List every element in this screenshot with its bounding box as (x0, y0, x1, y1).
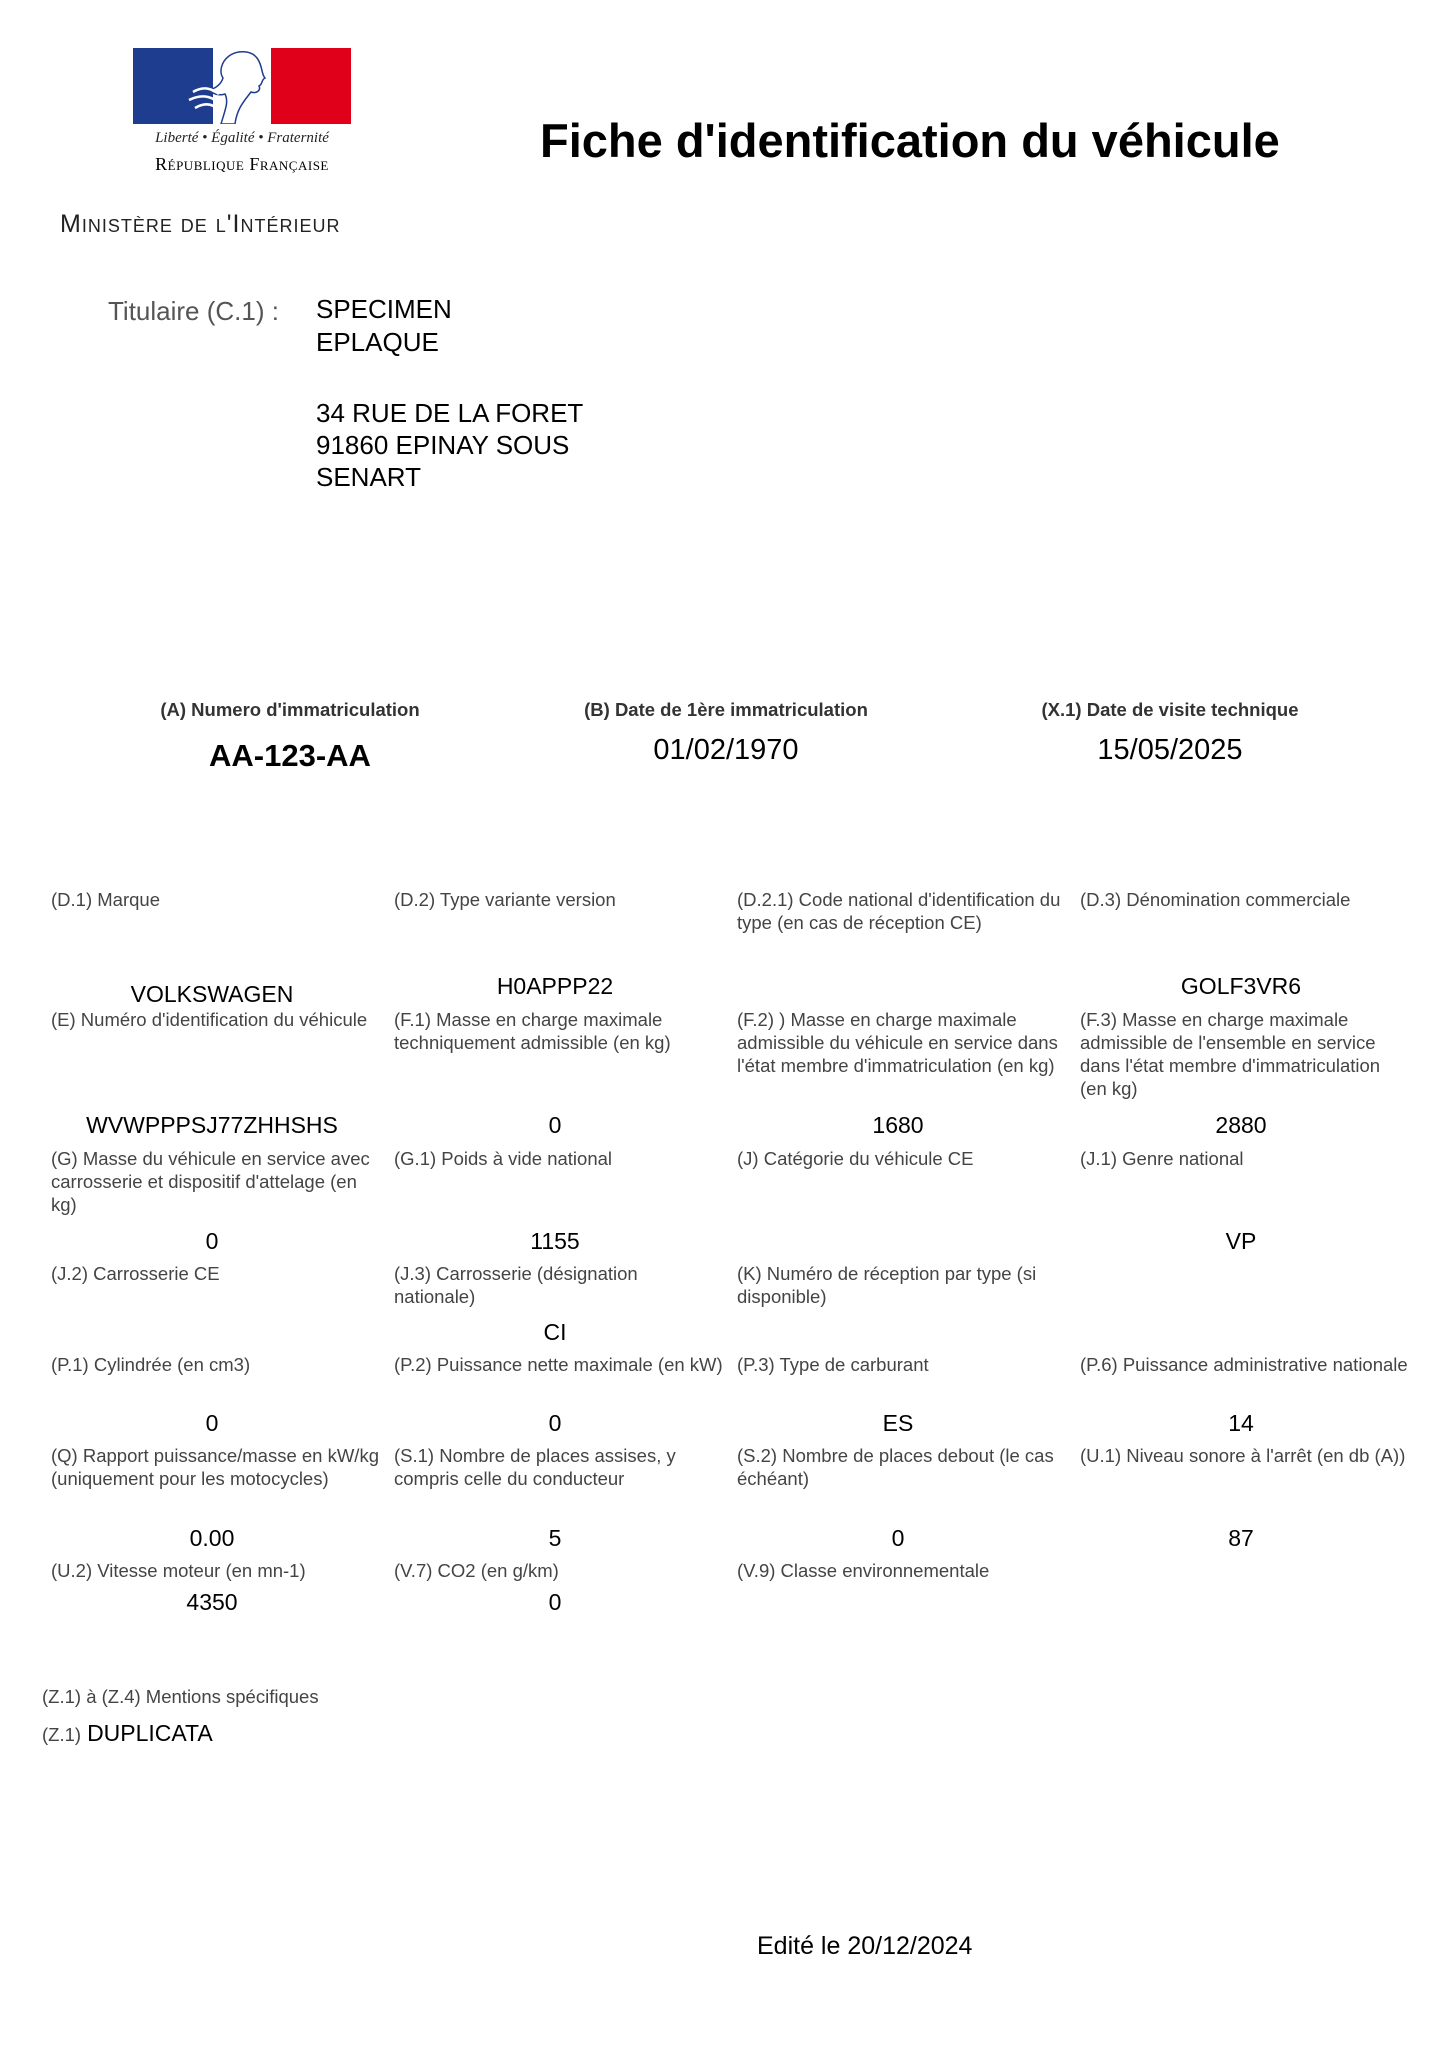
republique-text: République Française (155, 154, 329, 174)
field-value: 0 (891, 1525, 905, 1551)
date-visite-technique-label: (X.1) Date de visite technique (1041, 699, 1299, 720)
field-value: 0.00 (189, 1525, 235, 1551)
titulaire-address-line: 91860 EPINAY SOUS (316, 430, 570, 460)
field-value: WVWPPPSJ77ZHHSHS (86, 1112, 338, 1138)
field-value: 1155 (530, 1228, 580, 1254)
field-value: 0 (548, 1112, 562, 1138)
field-label: (J.1) Genre national (1080, 1148, 1244, 1169)
field-label: (S.1) Nombre de places assises, y compris celle du conducteur (394, 1445, 676, 1489)
date-visite-technique-value: 15/05/2025 (1097, 734, 1243, 766)
field-value: 0 (205, 1410, 219, 1436)
titulaire-address-line: 34 RUE DE LA FORET (316, 398, 584, 428)
field-label: (G.1) Poids à vide national (394, 1148, 613, 1169)
titulaire-name-line: SPECIMEN (316, 294, 452, 324)
field-label: (U.1) Niveau sonore à l'arrêt (en db (A)) (1080, 1445, 1406, 1466)
page-title: Fiche d'identification du véhicule (540, 114, 1280, 167)
field-value: 4350 (186, 1589, 238, 1615)
field-value: 0 (548, 1589, 562, 1615)
mentions-heading: (Z.1) à (Z.4) Mentions spécifiques (42, 1686, 319, 1707)
mentions-text: DUPLICATA (87, 1720, 213, 1746)
field-value: GOLF3VR6 (1180, 973, 1302, 999)
field-label: (J) Catégorie du véhicule CE (737, 1148, 974, 1169)
mentions-code: (Z.1) (42, 1724, 82, 1745)
field-label: (V.7) CO2 (en g/km) (394, 1560, 559, 1581)
field-label: (J.3) Carrosserie (désignation nationale) (394, 1263, 638, 1307)
field-value: 14 (1228, 1410, 1254, 1436)
field-value: 5 (548, 1525, 562, 1551)
field-label: (P.1) Cylindrée (en cm3) (51, 1354, 251, 1375)
field-label: (G) Masse du véhicule en service avec carrosserie et dispositif d'attelage (en kg) (51, 1148, 370, 1215)
field-label: (S.2) Nombre de places debout (le cas échéant) (737, 1445, 1054, 1489)
field-value: VOLKSWAGEN (130, 981, 294, 1007)
ministere-label: Ministère de l'Intérieur (60, 210, 341, 238)
field-label: (D.2) Type variante version (394, 889, 616, 910)
field-value: 0 (548, 1410, 562, 1436)
field-label: (Q) Rapport puissance/masse en kW/kg (uniquement pour les motocycles) (51, 1445, 379, 1489)
field-value: ES (882, 1410, 914, 1436)
field-label: (F.3) Masse en charge maximale admissible de l'ensemble en service dans l'état membre d'immatriculation (en kg) (1080, 1009, 1381, 1099)
field-label: (E) Numéro d'identification du véhicule (51, 1009, 368, 1030)
field-label: (P.2) Puissance nette maximale (en kW) (394, 1354, 723, 1375)
field-label: (U.2) Vitesse moteur (en mn-1) (51, 1560, 306, 1581)
republique-francaise-logo (133, 48, 351, 183)
field-value: VP (1225, 1228, 1257, 1254)
field-value: H0APPP22 (496, 973, 614, 999)
field-value: 0 (205, 1228, 219, 1254)
field-label: (F.2) ) Masse en charge maximale admissible du véhicule en service dans l'état membre d'immatriculation (en kg) (737, 1009, 1058, 1076)
field-label: (P.3) Type de carburant (737, 1354, 929, 1375)
field-value: 2880 (1215, 1112, 1267, 1138)
field-value: 1680 (872, 1112, 924, 1138)
field-label: (P.6) Puissance administrative nationale (1080, 1354, 1408, 1375)
field-label: (V.9) Classe environnementale (737, 1560, 990, 1581)
field-label: (D.3) Dénomination commerciale (1080, 889, 1351, 910)
field-label: (K) Numéro de réception par type (si disponible) (737, 1263, 1037, 1307)
titulaire-name-line: EPLAQUE (316, 327, 439, 357)
field-label: (D.2.1) Code national d'identification du type (en cas de réception CE) (737, 889, 1061, 933)
titulaire-address-line: SENART (316, 462, 421, 492)
field-value: CI (543, 1319, 567, 1345)
edition-date: Edité le 20/12/2024 (757, 1932, 973, 1960)
field-value: 87 (1228, 1525, 1254, 1551)
field-label: (J.2) Carrosserie CE (51, 1263, 220, 1284)
titulaire-label: Titulaire (C.1) : (108, 296, 279, 326)
immatriculation-value: AA-123-AA (209, 738, 371, 773)
field-label: (F.1) Masse en charge maximale techniquement admissible (en kg) (394, 1009, 671, 1053)
motto-text: Liberté • Égalité • Fraternité (155, 130, 329, 146)
marianne-icon (185, 48, 295, 124)
field-label: (D.1) Marque (51, 889, 160, 910)
date-premiere-immatriculation-value: 01/02/1970 (653, 734, 799, 766)
mentions-row (42, 1720, 213, 1747)
date-premiere-immatriculation-label: (B) Date de 1ère immatriculation (584, 699, 868, 720)
immatriculation-label: (A) Numero d'immatriculation (160, 699, 420, 720)
